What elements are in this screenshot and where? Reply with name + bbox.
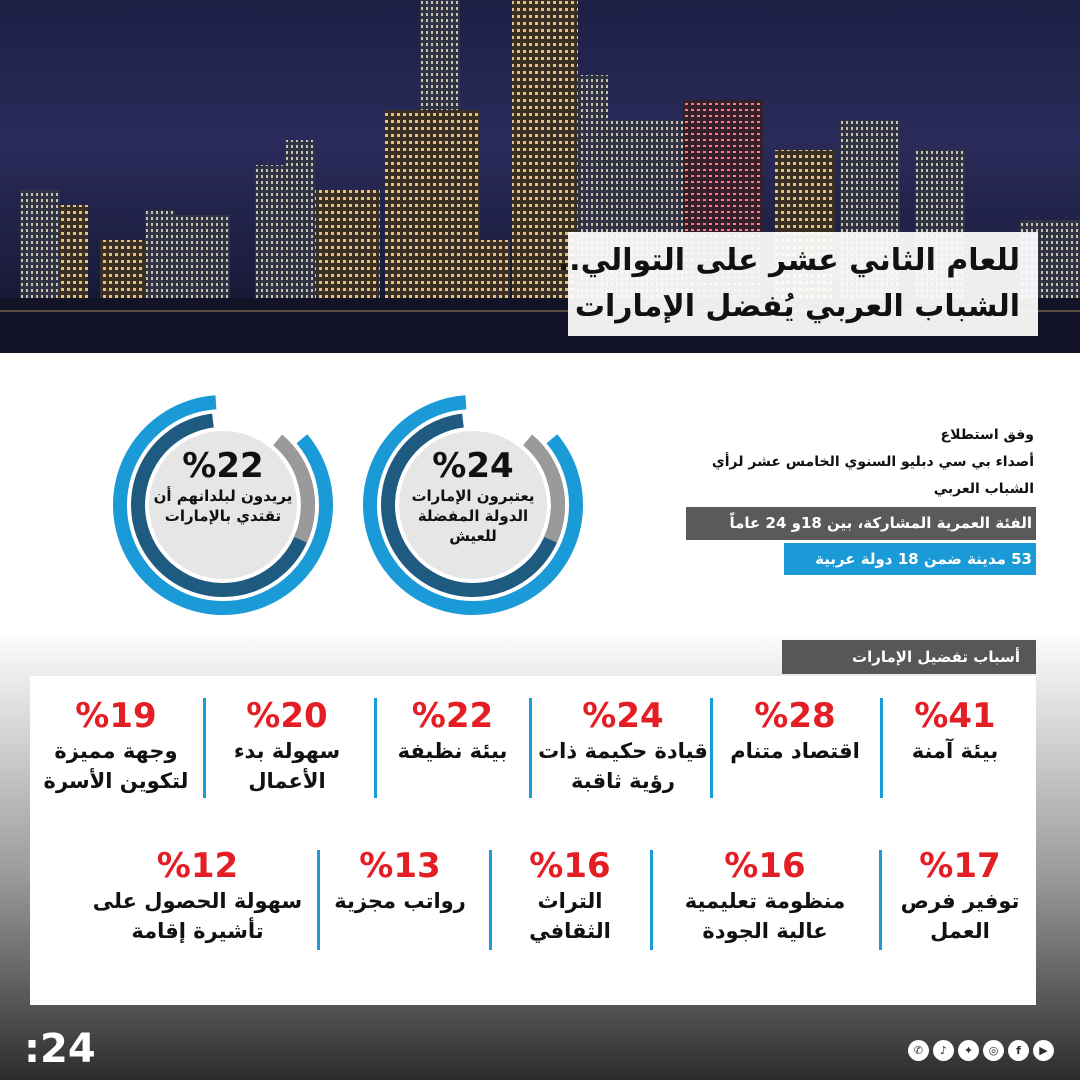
reason-label: منظومة تعليمية عالية الجودة: [684, 889, 846, 943]
reason-value: %17: [919, 846, 1001, 886]
reason-value: %24: [582, 696, 664, 736]
survey-line-1: وفق استطلاع: [940, 427, 1034, 443]
reason-label: سهولة الحصول على تأشيرة إقامة: [92, 889, 303, 943]
separator: [879, 850, 882, 950]
reason-item: [325, 846, 475, 916]
reason-item: [660, 846, 870, 946]
separator: [374, 698, 377, 798]
ring-description: يعتبرون الإمارات الدولة المفضلة للعيش: [411, 487, 535, 545]
reason-label: التراث الثقافي: [529, 889, 611, 943]
hero-skyline: [0, 0, 1080, 353]
separator: [650, 850, 653, 950]
age-range-tag: الفئة العمرية المشاركة، بين 18و 24 عاماً: [686, 507, 1036, 540]
ring-description: يريدون لبلدانهم أن تقتدي بالإمارات: [153, 487, 293, 525]
reasons-panel: [30, 676, 1036, 1005]
separator: [317, 850, 320, 950]
reason-value: %41: [914, 696, 996, 736]
survey-info: [654, 422, 1034, 503]
reason-value: %16: [724, 846, 806, 886]
reason-label: توفير فرص العمل: [900, 889, 1020, 943]
reason-label: رواتب مجزية: [334, 889, 466, 913]
reason-label: وجهة مميزة لتكوين الأسرة: [43, 739, 189, 793]
reason-item: [90, 846, 305, 946]
separator: [203, 698, 206, 798]
reason-item: [380, 696, 525, 766]
twitter-icon[interactable]: ✦: [958, 1040, 979, 1061]
headline-line-2: الشباب العربي يُفضل الإمارات: [574, 289, 1020, 324]
cities-tag: 53 مدينة ضمن 18 دولة عربية: [784, 543, 1036, 575]
brand-logo: :24: [24, 1026, 96, 1072]
reason-label: سهولة بدء الأعمال: [233, 739, 341, 793]
youtube-icon[interactable]: ▶: [1033, 1040, 1054, 1061]
facebook-icon[interactable]: f: [1008, 1040, 1029, 1061]
reason-label: اقتصاد متنام: [730, 739, 860, 763]
tiktok-icon[interactable]: ♪: [933, 1040, 954, 1061]
social-icons: [908, 1040, 1054, 1061]
ring-value: %22: [182, 446, 264, 486]
survey-line-2: أصداء بي سي دبليو السنوي الخامس عشر لرأي: [711, 454, 1034, 470]
survey-line-3: الشباب العربي: [933, 481, 1034, 497]
separator: [529, 698, 532, 798]
separator: [880, 698, 883, 798]
reasons-heading: أسباب تفضيل الإمارات: [782, 640, 1036, 674]
whatsapp-icon[interactable]: ✆: [908, 1040, 929, 1061]
reason-value: %19: [75, 696, 157, 736]
reason-value: %16: [529, 846, 611, 886]
reason-label: قيادة حكيمة ذات رؤية ثاقبة: [538, 739, 708, 793]
reason-value: %28: [754, 696, 836, 736]
reason-label: بيئة نظيفة: [397, 739, 508, 763]
reason-item: [890, 846, 1030, 946]
instagram-icon[interactable]: ◎: [983, 1040, 1004, 1061]
headline-box: [557, 232, 1038, 336]
reason-item: [715, 696, 875, 766]
reason-item: [212, 696, 362, 796]
reason-item: [880, 696, 1030, 766]
reason-value: %12: [156, 846, 239, 886]
headline-line-1: للعام الثاني عشر على التوالي..: [557, 243, 1020, 278]
reason-value: %22: [411, 696, 494, 736]
ring-label-24: [403, 446, 543, 546]
ring-value: %24: [432, 446, 514, 486]
separator: [489, 850, 492, 950]
ring-label-22: [153, 446, 293, 526]
reason-value: %13: [359, 846, 441, 886]
separator: [710, 698, 713, 798]
reason-item: [538, 696, 708, 796]
reason-item: [500, 846, 640, 946]
reason-item: [32, 696, 200, 796]
reason-label: بيئة آمنة: [911, 739, 999, 763]
reason-value: %20: [246, 696, 328, 736]
